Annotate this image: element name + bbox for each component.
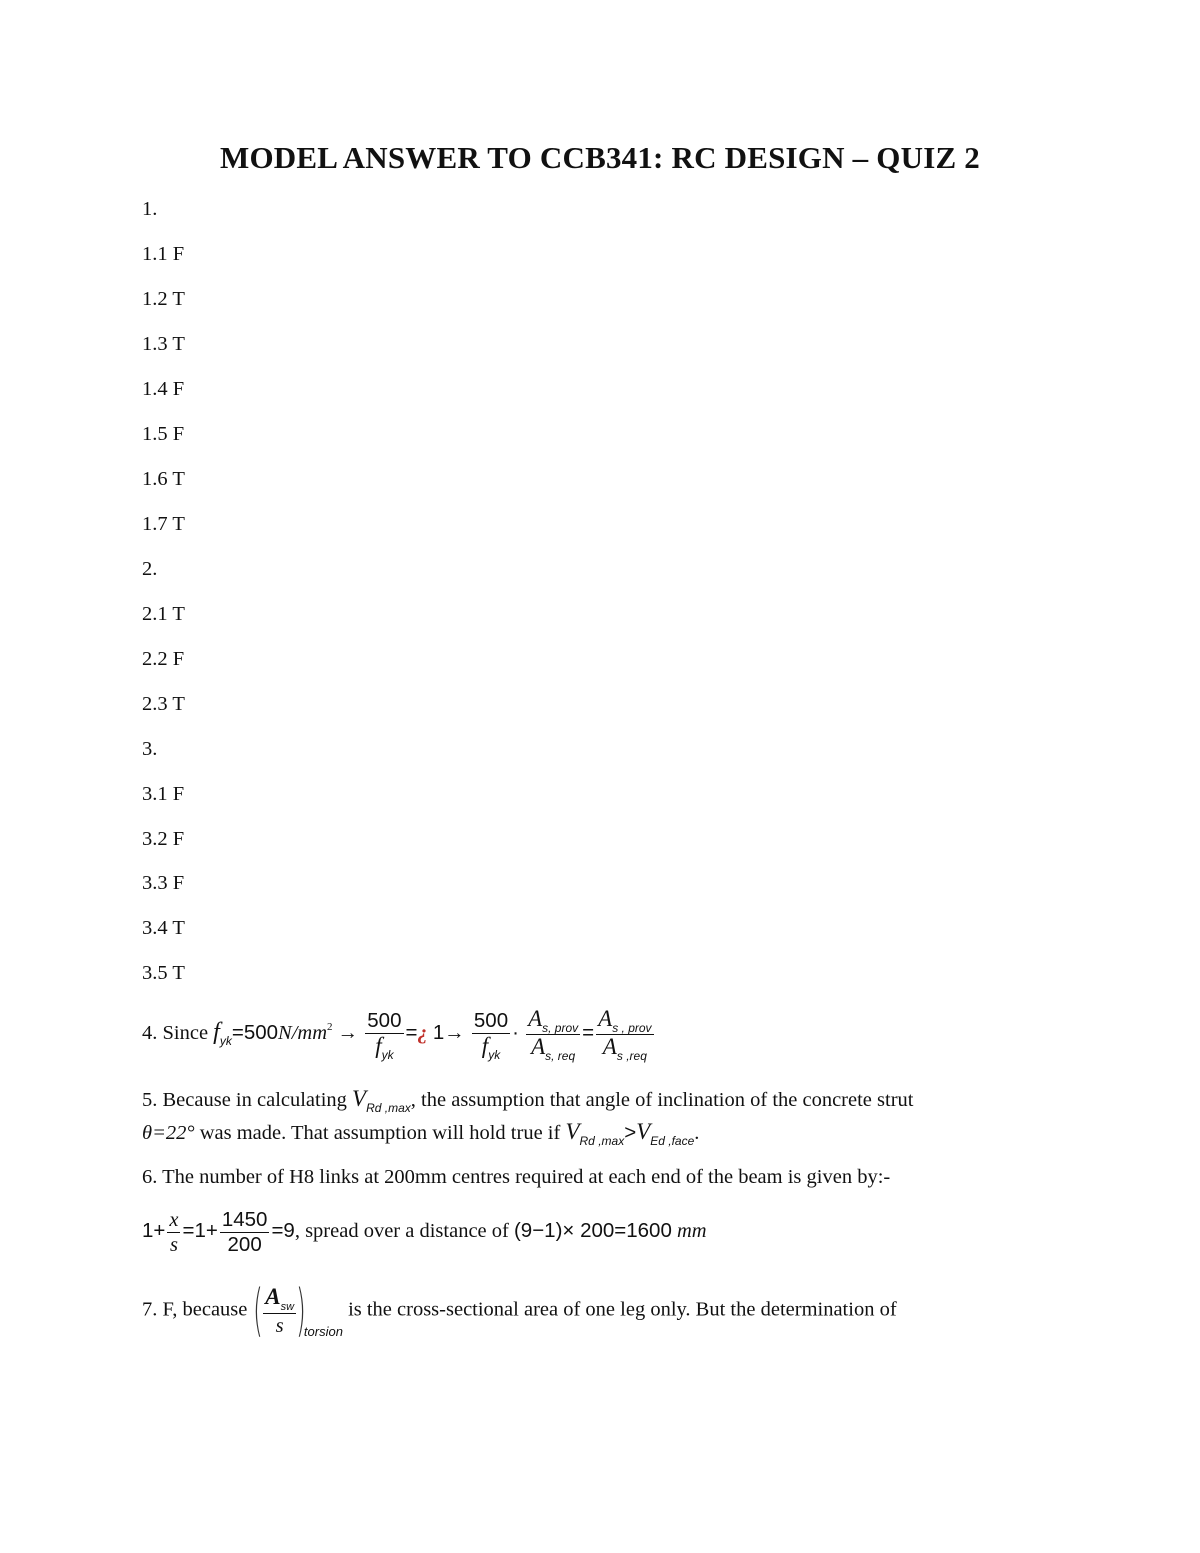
math-var: f [213, 1019, 220, 1046]
math-sub: sw [280, 1300, 295, 1313]
math-sub: yk [381, 1047, 394, 1062]
math-sub: Rd ,max [366, 1101, 411, 1115]
answer-line: 1.6 T [142, 468, 185, 490]
answer-line: 1.1 F [142, 243, 185, 265]
math-text: =500 [231, 1021, 279, 1045]
answer-line: 2.2 F [142, 648, 185, 670]
answer-line: 2.3 T [142, 693, 185, 715]
answer-line: 3. [142, 738, 158, 760]
fraction-den: s [275, 1314, 284, 1337]
answer-line: 2. [142, 558, 158, 580]
math-text: (9−1)× 200=1600 [513, 1219, 672, 1243]
answer-5-line1 [142, 1086, 914, 1115]
q5-text: 5. Because in calculating [142, 1089, 347, 1111]
fraction [167, 1208, 180, 1257]
answer-line: 1.3 T [142, 333, 185, 355]
math-sub: Rd ,max [579, 1134, 625, 1148]
math-var: A [531, 1034, 546, 1059]
page-title: MODEL ANSWER TO CCB341: RC DESIGN – QUIZ 2 [220, 140, 980, 175]
answer-7 [142, 1278, 897, 1343]
fraction-num: 1450 [221, 1208, 268, 1231]
q7-text: is the cross-sectional area of one leg only. But the determination of [348, 1298, 897, 1321]
math-var: f [481, 1032, 489, 1058]
math-theta: θ=22° [142, 1122, 195, 1144]
answer-5-line2 [142, 1119, 700, 1148]
q5-text: , the assumption that angle of inclination of the concrete strut [410, 1089, 914, 1111]
math-sup: 2 [327, 1021, 333, 1034]
fraction [220, 1208, 270, 1257]
fraction [472, 1009, 510, 1061]
math-sub: s, req [545, 1049, 576, 1063]
fraction-den: s [169, 1234, 178, 1256]
math-glyph: ¿ [417, 1022, 428, 1045]
answer-line: 1.5 F [142, 423, 185, 445]
right-paren: ) [296, 1278, 306, 1343]
math-var: V [352, 1086, 367, 1111]
math-op: = [582, 1021, 595, 1045]
math-var: N [278, 1022, 292, 1045]
answer-line: 1.7 T [142, 513, 185, 535]
q7-prefix: 7. F, because [142, 1298, 248, 1321]
math-var: V [565, 1119, 580, 1144]
fraction-num: 500 [367, 1008, 402, 1032]
q6-text: , spread over a distance of [294, 1220, 509, 1243]
q5-end: . [694, 1122, 700, 1144]
q5-text: was made. That assumption will hold true if [199, 1122, 561, 1144]
fraction [365, 1009, 403, 1061]
math-sub: Ed ,face [650, 1134, 695, 1148]
math-sub: s ,req [616, 1049, 647, 1063]
answer-6-line1: 6. The number of H8 links at 200mm centres required at each end of the beam is given by:- [142, 1166, 891, 1188]
math-op: → [337, 1021, 359, 1045]
left-paren: ( [253, 1278, 264, 1343]
q4-prefix: 4. Since [142, 1022, 209, 1045]
math-op: = [405, 1021, 418, 1045]
math-var: A [528, 1006, 543, 1031]
math-op: · [512, 1021, 519, 1045]
math-text: =9 [271, 1219, 295, 1243]
answer-4 [142, 1007, 656, 1062]
answer-6-line2 [142, 1208, 707, 1257]
answer-line: 3.2 F [142, 828, 185, 850]
math-sub: s , prov [612, 1021, 652, 1035]
math-text: 1+ [142, 1219, 166, 1243]
answer-line: 1.4 F [142, 378, 185, 400]
fraction-den: 200 [227, 1233, 262, 1256]
fraction-num: 500 [473, 1008, 509, 1032]
math-var: f [375, 1032, 382, 1058]
math-sub: s, prov [542, 1021, 579, 1035]
fraction [263, 1285, 296, 1338]
math-text: =1+ [182, 1219, 218, 1243]
math-text: /mm [291, 1022, 328, 1045]
math-sub: torsion [303, 1323, 343, 1339]
fraction-num: x [169, 1209, 179, 1231]
fraction [596, 1007, 653, 1062]
math-sub: yk [219, 1034, 232, 1049]
answer-line: 3.1 F [142, 783, 185, 805]
math-text: 1→ [432, 1021, 465, 1045]
math-var: V [636, 1119, 651, 1144]
math-op: > [624, 1121, 637, 1144]
fraction [526, 1007, 580, 1062]
math-var: A [602, 1034, 617, 1059]
math-sub: yk [488, 1047, 501, 1062]
answer-line: 1. [142, 198, 158, 220]
answer-line: 2.1 T [142, 603, 185, 625]
math-var: A [265, 1283, 281, 1309]
answer-line: 3.3 F [142, 872, 185, 894]
answer-line: 1.2 T [142, 288, 185, 310]
math-var: A [598, 1006, 613, 1031]
answer-line: 3.5 T [142, 962, 185, 984]
answer-line: 3.4 T [142, 917, 185, 939]
math-var: mm [676, 1220, 707, 1243]
